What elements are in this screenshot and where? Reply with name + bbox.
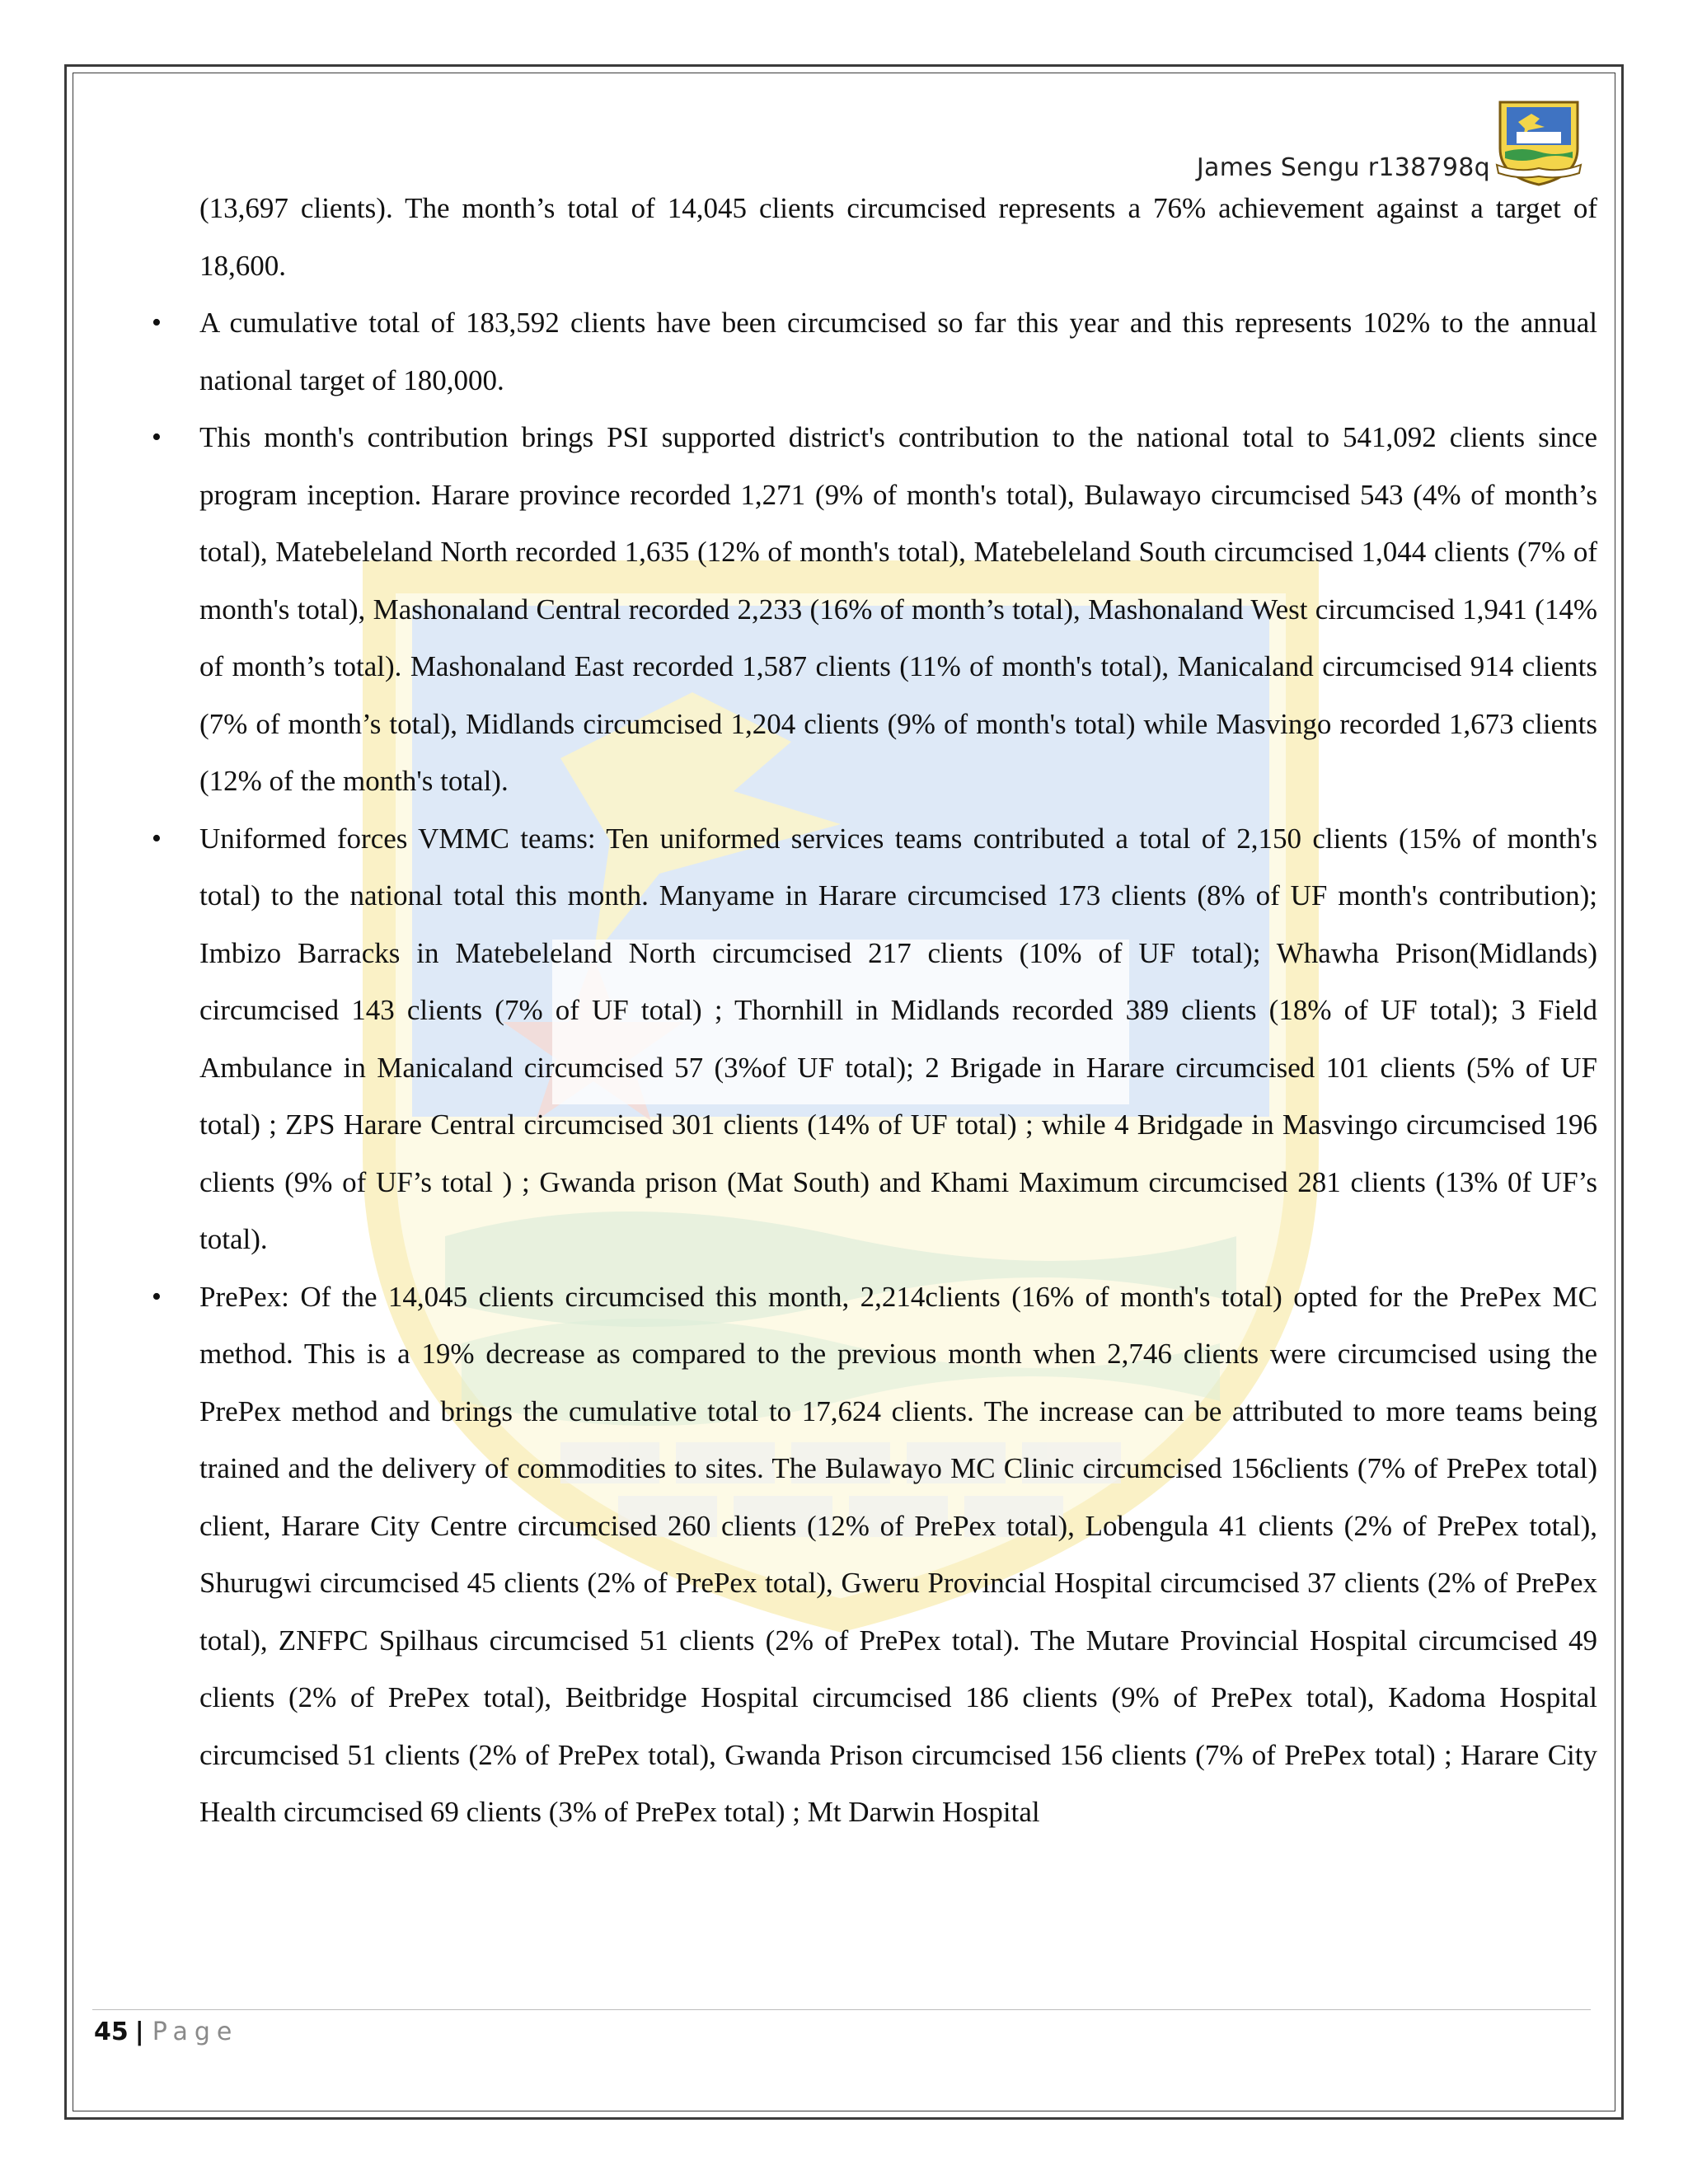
page-footer (94, 2018, 238, 2046)
header-author: James Sengu r138798q (1196, 153, 1490, 182)
bullet-uniformed-forces: • Uniformed forces VMMC teams: Ten uniformed services teams contributed a total of 2,150 clients (15% of month's total) to the national total this month. Manyame in Harare circumcised 173 clients (8% of UF month's contribution); Imbizo Barracks in Matebeleland North circumcised 217 clients (10% of UF total); Whawha Prison(Midlands) circumcised 143 clients (7% of UF total) ; Thornhill in Midlands recorded 389 clients (18% of UF total); 3 Field Ambulance in Manicaland circumcised 57 (3%of UF total); 2 Brigade in Harare circumcised 101 clients (5% of UF total) ; ZPS Harare Central circumcised 301 clients (14% of UF total) ; while 4 Bridgade in Masvingo circumcised 196 clients (9% of UF’s total ) ; Gwanda prison (Mat South) and Khami Maximum circumcised 281 clients (13% 0f UF’s total). (143, 810, 1597, 1268)
page-number: 45 (94, 2018, 129, 2046)
university-crest-icon (1493, 97, 1584, 188)
bullet-provincial-contribution: • This month's contribution brings PSI supported district's contribution to the national total to 541,092 clients since program inception. Harare province recorded 1,271 (9% of month's total), Bulawayo circumcised 543 (4% of month’s total), Matebeleland North recorded 1,635 (12% of month's total), Matebeleland South circumcised 1,044 clients (7% of month's total), Mashonaland Central recorded 2,233 (16% of month’s total), Mashonaland West circumcised 1,941 (14% of month’s total). Mashonaland East recorded 1,587 clients (11% of month's total), Manicaland circumcised 914 clients (7% of month’s total), Midlands circumcised 1,204 clients (9% of month's total) while Masvingo recorded 1,673 clients (12% of the month's total). (143, 409, 1597, 810)
lead-paragraph: (13,697 clients). The month’s total of 14,045 clients circumcised represents a 76% achievement against a target of 18,600. (199, 192, 1597, 282)
document-body (143, 180, 1597, 1841)
bullet-cumulative-total: • A cumulative total of 183,592 clients have been circumcised so far this year and this represents 102% to the annual national target of 180,000. (143, 294, 1597, 409)
bullet-list (143, 294, 1597, 1841)
footer-divider (92, 2009, 1591, 2010)
page-label: Page (152, 2018, 239, 2046)
bullet-prepex: • PrePex: Of the 14,045 clients circumcised this month, 2,214clients (16% of month's total) opted for the PrePex MC method. This is a 19% decrease as compared to the previous month when 2,746 clients were circumcised using the PrePex method and brings the cumulative total to 17,624 clients. The increase can be attributed to more teams being trained and the delivery of commodities to sites. The Bulawayo MC Clinic circumcised 156clients (7% of PrePex total) client, Harare City Centre circumcised 260 clients (12% of PrePex total), Lobengula 41 clients (2% of PrePex total), Shurugwi circumcised 45 clients (2% of PrePex total), Gweru Provincial Hospital circumcised 37 clients (2% of PrePex total), ZNFPC Spilhaus circumcised 51 clients (2% of PrePex total). The Mutare Provincial Hospital circumcised 49 clients (2% of PrePex total), Beitbridge Hospital circumcised 186 clients (9% of PrePex total), Kadoma Hospital circumcised 51 clients (2% of PrePex total), Gwanda Prison circumcised 156 clients (7% of PrePex total) ; Harare City Health circumcised 69 clients (3% of PrePex total) ; Mt Darwin Hospital (143, 1268, 1597, 1841)
footer-separator: | (134, 2018, 144, 2046)
